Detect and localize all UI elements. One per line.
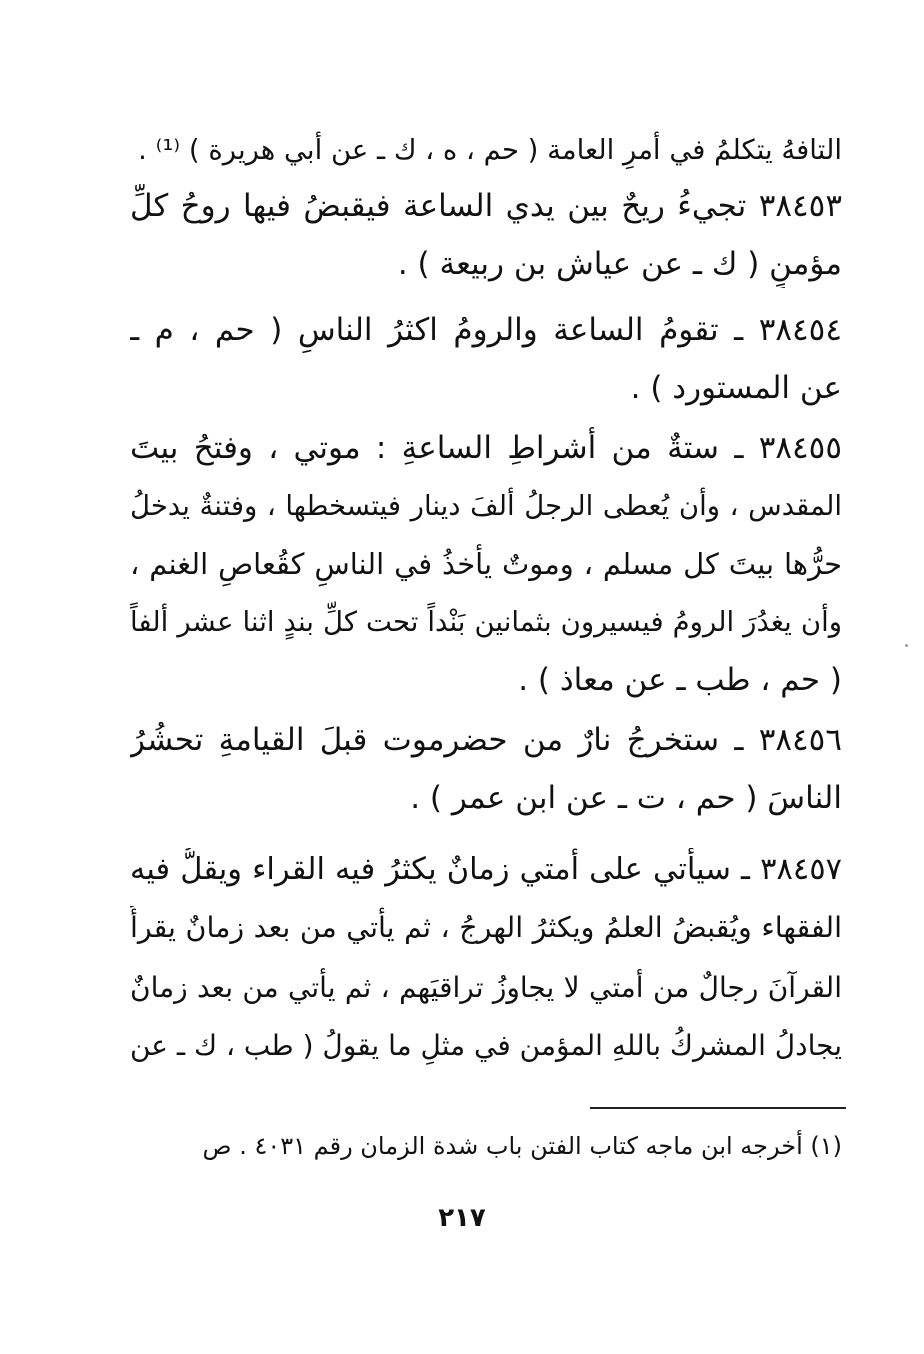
hadith-38454-line-2: عن المستورد ) . (630, 370, 842, 406)
hadith-38455-line-1: ٣٨٤٥٥ ـ ستةٌ من أشراطِ الساعةِ : موتي ، وفتحُ بيتَ (130, 430, 842, 466)
hadith-38457-line-1: ٣٨٤٥٧ ـ سيأتي على أمتي زمانٌ يكثرُ فيه القراء ويقلُّ فيه (130, 852, 842, 887)
hadith-38453-line-1: ٣٨٤٥٣ تجيءُ ريحٌ بين يدي الساعة فيقبضُ فيها روحُ كلِّ (130, 188, 842, 224)
hadith-38455-line-2: المقدس ، وأن يُعطى الرجلُ ألفَ دينار فيتسخطها ، وفتنةٌ يدخلُ (130, 490, 842, 522)
hadith-38455-line-5: ( حم ، طب ـ عن معاذ ) . (518, 662, 842, 698)
hadith-38457-line-4: يجادلُ المشركُ باللهِ المؤمن في مثلِ ما يقولُ ( طب ، ك ـ عن (130, 1029, 842, 1062)
page-number: ٢١٧ (438, 1203, 486, 1233)
hadith-38454-line-1: ٣٨٤٥٤ ـ تقومُ الساعة والرومُ اكثرُ الناسِ ( حم ، م ـ (130, 312, 842, 348)
text-line-1: التافهُ يتكلمُ في أمرِ العامة ( حم ، ه ، ك ـ عن أبي هريرة ) ⁽¹⁾ . (138, 134, 842, 166)
footnote-divider (590, 1107, 846, 1109)
hadith-38456-line-1: ٣٨٤٥٦ ـ ستخرجُ نارٌ من حضرموت قبلَ القيامةِ تحشُرُ (130, 722, 842, 758)
hadith-38457-line-2: الفقهاء ويُقبضُ العلمُ ويكثرُ الهرجُ ، ثم يأتي من بعد زمانٌ يقرأُ (130, 911, 842, 944)
hadith-38456-line-2: الناسَ ( حم ، ت ـ عن ابن عمر ) . (410, 780, 842, 816)
hadith-38455-line-3: حرُّها بيتَ كل مسلم ، وموتٌ يأخذُ في الناسِ كقُعاصِ الغنم ، (130, 547, 842, 581)
footnote: (١) أخرجه ابن ماجه كتاب الفتن باب شدة الزمان رقم ٤٠٣١ . ص (202, 1132, 842, 1160)
hadith-38453-line-2: مؤمنٍ ( ك ـ عن عياش بن ربيعة ) . (397, 246, 842, 282)
margin-speck (905, 644, 908, 647)
hadith-38457-line-3: القرآنَ رجالٌ من أمتي لا يجاوزُ تراقيَهم ، ثم يأتي من بعد زمانٌ (130, 971, 842, 1004)
hadith-38455-line-4: وأن يغدُرَ الرومُ فيسيرون بثمانين بَنْداً تحت كلِّ بندٍ اثنا عشر ألفاً (130, 606, 842, 638)
